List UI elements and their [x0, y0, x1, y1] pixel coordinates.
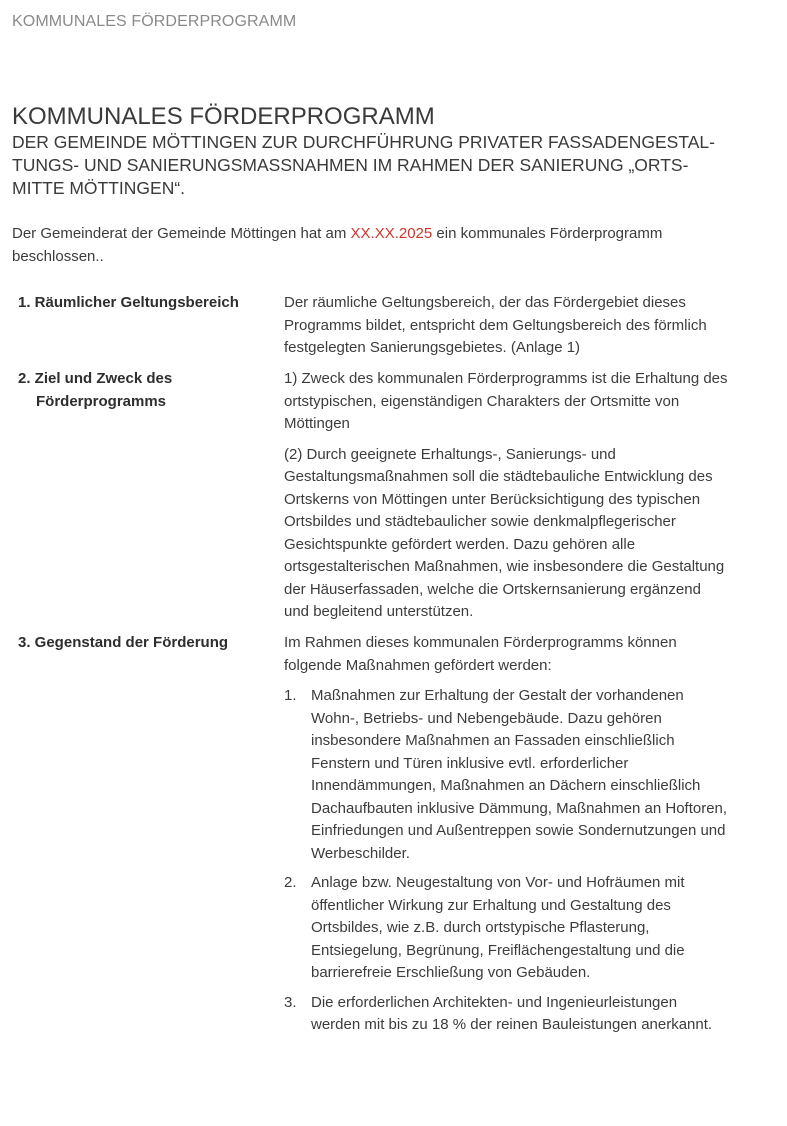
section-body [284, 368, 729, 624]
measures-list [284, 685, 729, 1037]
subtitle-line-2: TUNGS- UND SANIERUNGSMASSNAHMEN IM RAHMEN DER SANIERUNG „ORTS- [12, 155, 689, 175]
section-intro: Im Rahmen dieses kommunalen Förderprogramms können folgende Maßnahmen gefördert werden: [284, 634, 677, 674]
section-body [284, 632, 729, 1044]
title-block [12, 103, 772, 200]
section-label: 3. Gegenstand der Förderung [18, 634, 229, 651]
intro-text-after: ein kommunales Förderprogramm beschlossen.. [12, 225, 663, 265]
list-item-text: Maßnahmen zur Erhaltung der Gestalt der vorhandenen Wohn-, Betriebs- und Nebengebäude. Dazu gehören insbesondere Maßnahmen an Fassaden einschließlich Fenstern und Türen inklusive evtl. erforderlicher Innendämmungen, Maßnahmen an Dächern einschließlich Dachaufbauten inklusive Dämmung, Maßnahmen an Hoftoren, Einfriedungen und Außentreppen sowie Sondernutzungen und Werbeschilder. [311, 687, 728, 862]
section-paragraph: (2) Durch geeignete Erhaltungs-, Sanierungs- und Gestaltungsmaßnahmen soll die städtebauliche Entwicklung des Ortskerns von Möttingen unter Berücksichtigung des typischen Ortsbildes und städtebaulicher sowie denkmalpflegerischer Gesichtspunkte gefördert werden. Dazu gehören alle ortsgestalterischen Maßnahmen, wie insbesondere die Gestaltung der Häuserfassaden, welche die Ortskernsanierung ergänzend und begleitend unterstützen. [284, 445, 725, 620]
list-item [284, 685, 729, 865]
document-title: KOMMUNALES FÖRDERPROGRAMM [12, 103, 435, 130]
document-subtitle [12, 131, 772, 200]
list-item [284, 872, 729, 985]
list-item [284, 992, 729, 1037]
section-label-line-1: 2. Ziel und Zweck des [18, 370, 173, 387]
list-item-text: Die erforderlichen Architekten- und Ingenieurleistungen werden mit bis zu 18 % der reinen Bauleistungen anerkannt. [311, 993, 713, 1033]
section-body [284, 292, 729, 360]
list-item-number: 1. [284, 687, 297, 704]
section-paragraph: 1) Zweck des kommunalen Förderprogramms ist die Erhaltung des ortstypischen, eigenständigen Charakters der Ortsmitte von Möttingen [284, 370, 728, 432]
subtitle-line-1: DER GEMEINDE MÖTTINGEN ZUR DURCHFÜHRUNG PRIVATER FASSADENGESTAL- [12, 132, 715, 152]
resolution-date: XX.XX.2025 [350, 225, 433, 242]
list-item-number: 2. [284, 874, 297, 891]
section-label-line-2: Förderprogramms [36, 392, 167, 410]
section-paragraph: Der räumliche Geltungsbereich, der das Fördergebiet dieses Programms bildet, entspricht dem Geltungsbereich des förmlich festgelegten Sanierungsgebietes. (Anlage 1) [284, 294, 707, 356]
list-item-text: Anlage bzw. Neugestaltung von Vor- und Hofräumen mit öffentlicher Wirkung zur Erhaltung und Gestaltung des Ortsbildes, wie z.B. durch ortstypische Pflasterung, Entsiegelung, Begrünung, Freiflächengestaltung und die barrierefreie Erschließung von Gebäuden. [311, 874, 685, 981]
subtitle-line-3: MITTE MÖTTINGEN“. [12, 178, 186, 198]
list-item-number: 3. [284, 993, 297, 1011]
intro-paragraph [12, 223, 752, 268]
section-label: 1. Räumlicher Geltungsbereich [18, 294, 239, 311]
section-label [18, 368, 268, 413]
intro-text-before: Der Gemeinderat der Gemeinde Möttingen hat am [12, 225, 351, 242]
running-header: KOMMUNALES FÖRDERPROGRAMM [12, 13, 297, 30]
